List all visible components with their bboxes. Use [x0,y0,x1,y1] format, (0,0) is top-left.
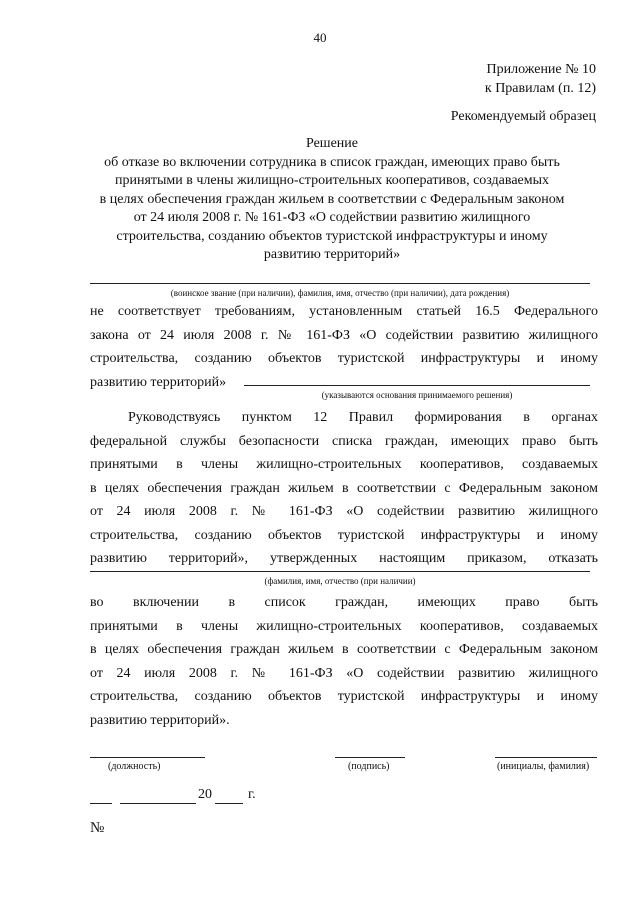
grounds-fill-line[interactable] [244,385,590,386]
paragraph-line: не соответствует требованиям, установленным статьей 16.5 Федерального [90,304,598,319]
paragraph-line: строительства, созданию объектов туристской инфраструктуры и иному [90,351,598,366]
year-suffix: г. [248,787,256,802]
position-caption: (должность) [108,761,161,772]
signature-caption: (подпись) [348,761,390,772]
paragraph-line: в целях обеспечения граждан жильем в соответствии с Федеральным законом [90,480,598,496]
grounds-fill-caption: (указываются основания принимаемого решения) [321,390,513,400]
year-prefix: 20 [198,787,212,802]
title-heading: Решение [305,136,358,151]
paragraph-line: закона от 24 июля 2008 г. № 161-ФЗ «О содействии развитию жилищного [90,327,598,343]
year-fill-line[interactable] [215,803,243,804]
name-fill-line[interactable] [90,571,590,572]
initials-caption: (инициалы, фамилия) [497,761,590,772]
position-fill-line[interactable] [90,757,205,758]
paragraph-line: от 24 июля 2008 г. № 161-ФЗ «О содействии развитию жилищного [90,504,598,519]
appendix-rules-ref: к Правилам (п. 12) [484,81,596,96]
title-line: развитию территорий» [263,247,401,262]
document-number-label: № [90,820,105,836]
paragraph-line: развитию территорий» [90,374,227,390]
paragraph-line: принятыми в члены жилищно-строительных кооперативов, создаваемых [90,618,598,634]
title-line: строительства, созданию объектов туристской инфраструктуры и иному [116,228,548,244]
title-line: принятыми в члены жилищно-строительных кооперативов, создаваемых [114,173,550,188]
page-number: 40 [313,30,327,45]
paragraph-noncompliance [90,300,598,394]
title-line: об отказе во включении сотрудника в список граждан, имеющих право быть [104,154,560,170]
paragraph-line: строительства, созданию объектов туристской инфраструктуры и иному [90,689,598,704]
document-title [60,135,604,265]
signature-fill-line[interactable] [335,757,405,758]
paragraph-line: Руководствуясь пунктом 12 Правил формирования в органах [128,410,598,425]
paragraph-line: в целях обеспечения граждан жильем в соответствии с Федеральным законом [90,642,598,657]
title-line: в целях обеспечения граждан жильем в соответствии с Федеральным законом [99,191,565,207]
title-line: от 24 июля 2008 г. № 161-ФЗ «О содействии развитию жилищного [133,210,531,225]
paragraph-refusal [90,591,598,732]
day-fill-line[interactable] [90,803,112,804]
paragraph-line: от 24 июля 2008 г. № 161-ФЗ «О содействии развитию жилищного [90,665,598,681]
appendix-number: Приложение № 10 [486,62,596,77]
paragraph-line: развитию территорий», утвержденных настоящим приказом, отказать [90,551,598,566]
person-fill-caption: (воинское звание (при наличии), фамилия, имя, отчество (при наличии), дата рождения) [170,288,510,298]
paragraph-line: принятыми в члены жилищно-строительных кооперативов, создаваемых [90,457,598,472]
paragraph-line: федеральной службы безопасности списка граждан, имеющих право быть [90,433,598,449]
paragraph-decision [90,406,598,571]
paragraph-line: строительства, созданию объектов туристской инфраструктуры и иному [90,527,598,543]
person-fill-line[interactable] [90,283,590,284]
recommended-sample-label: Рекомендуемый образец [450,109,596,124]
paragraph-line: во включении в список граждан, имеющих право быть [90,595,598,610]
paragraph-line: развитию территорий». [90,712,230,728]
initials-fill-line[interactable] [495,757,597,758]
name-fill-caption: (фамилия, имя, отчество (при наличии) [264,576,416,586]
month-fill-line[interactable] [120,803,196,804]
